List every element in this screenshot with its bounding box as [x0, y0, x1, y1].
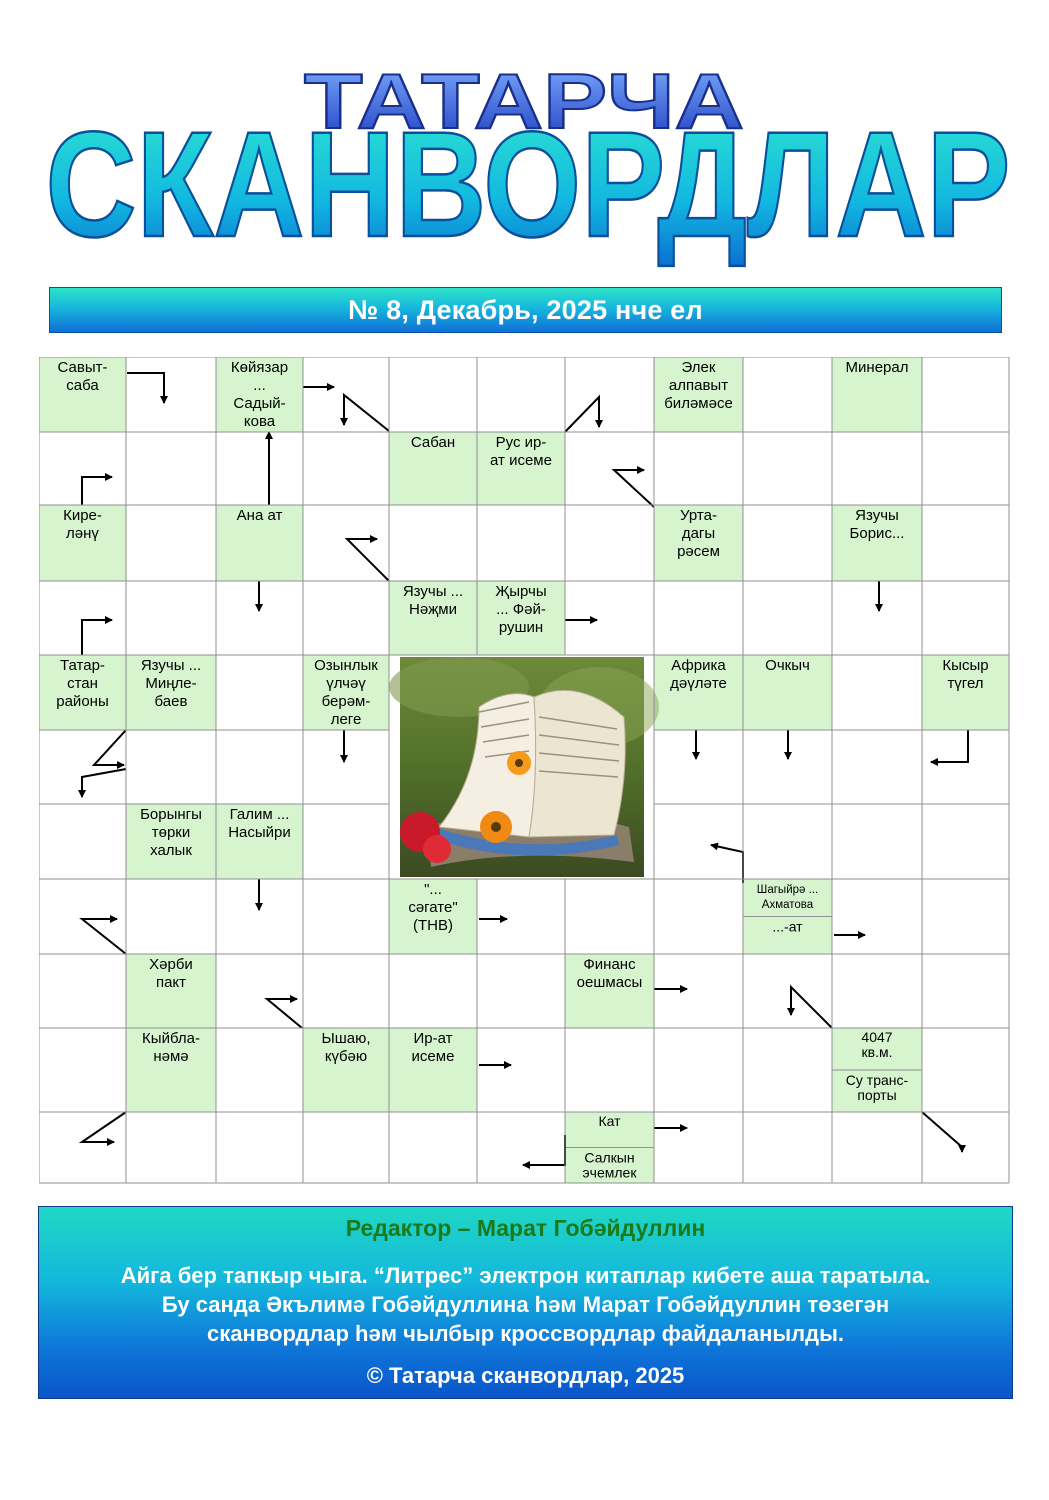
clue-text: Җырчы [495, 583, 547, 600]
clue-cell [743, 879, 832, 954]
clue-text: эчемлек [582, 1164, 637, 1181]
clue-text: берәм- [321, 693, 371, 710]
clue-text: түгел [947, 675, 984, 692]
clue-text: саба [66, 377, 99, 394]
clue-text: Көйязар [230, 359, 289, 376]
footer-description [39, 1261, 1012, 1348]
clue-text: Минерал [845, 359, 909, 376]
clue-text: Савыт- [57, 359, 108, 376]
clue-text: Элек [681, 359, 716, 376]
book-photo [389, 657, 659, 877]
clue-text: Кат [598, 1113, 621, 1129]
clue-text: Очкыч [765, 657, 810, 674]
clue-text: кова [243, 413, 276, 430]
clue-text: Борынгы [140, 806, 202, 823]
clue-text: кв.м. [861, 1044, 893, 1060]
clue-text: төрки [151, 824, 191, 841]
clue-text: Рус ир- [495, 434, 547, 451]
clue-text: Язучы ... [140, 657, 202, 674]
clue-text: районы [56, 693, 109, 710]
direction-arrow [711, 845, 743, 883]
clue-text: Галим ... [229, 806, 290, 823]
clue-cell [303, 655, 389, 730]
clue-text: Кыйбла- [142, 1030, 200, 1047]
clue-text: халык [150, 842, 192, 859]
clue-text: Су транс- [845, 1072, 909, 1088]
clue-cell [565, 1112, 654, 1183]
clue-text: баев [154, 693, 188, 710]
footer-line-3: сканвордлар һәм чылбыр кроссвордлар файдаланылды. [207, 1321, 844, 1346]
clue-cell [126, 804, 216, 879]
clue-text: (ТНВ) [413, 917, 453, 934]
clue-text: ... [253, 377, 266, 394]
clue-text: ат исеме [490, 452, 552, 469]
clue-text: Озынлык [314, 657, 378, 674]
clue-cell [389, 1028, 477, 1112]
scanword-grid [39, 357, 1010, 1184]
direction-arrow [127, 373, 164, 403]
clue-text: Насыйри [228, 824, 291, 841]
footer-panel [38, 1206, 1013, 1399]
clue-cell [922, 655, 1009, 730]
clue-cell [654, 357, 743, 432]
direction-arrow [82, 1112, 126, 1142]
clue-text: Ышаю, [321, 1030, 371, 1047]
clue-cell [216, 505, 303, 581]
clue-text: Шагыйрә ... [756, 884, 819, 896]
direction-arrow [82, 919, 126, 954]
clue-text: Урта- [680, 507, 717, 524]
clue-text: исеме [411, 1048, 455, 1065]
clue-text: Сабан [410, 434, 456, 451]
clue-text: дагы [681, 525, 716, 542]
clue-text: 4047 [861, 1029, 893, 1045]
clue-text: рушин [498, 619, 544, 636]
clue-cell [216, 357, 303, 432]
magazine-title [0, 0, 1049, 270]
clue-cell [216, 804, 303, 879]
clue-cell [743, 655, 832, 730]
issue-banner: № 8, Декабрь, 2025 нче ел [49, 287, 1002, 333]
editor-credit: Редактор – Марат Гобәйдуллин [345, 1215, 706, 1241]
title-line-1: ТАТАРЧА [304, 57, 744, 145]
clue-text: "... [424, 881, 442, 898]
clue-text: Финанс [583, 956, 636, 973]
direction-arrow [922, 1112, 962, 1152]
direction-arrow [614, 470, 654, 507]
clue-cell [303, 1028, 389, 1112]
clue-cell [477, 581, 565, 655]
clue-text: стан [67, 675, 98, 692]
clue-text: рәсем [677, 543, 720, 560]
clue-cell [654, 655, 743, 730]
clue-text: дәүләте [670, 675, 727, 692]
direction-arrow [791, 987, 832, 1028]
clue-cell [832, 357, 922, 432]
clue-text: ... Фәй- [496, 601, 546, 618]
clue-text: Кире- [63, 507, 102, 524]
clue-text: биләмәсе [664, 395, 733, 412]
clue-text: Язучы ... [402, 583, 464, 600]
copyright: © Татарча сканвордлар, 2025 [366, 1363, 685, 1388]
clue-text: Африка [671, 657, 726, 674]
clue-cell [126, 954, 216, 1028]
clue-cell [654, 505, 743, 581]
clue-text: сәгате" [408, 899, 458, 916]
direction-arrow [344, 395, 389, 431]
footer-line-2: Бу санда Әкълимә Гобәйдуллина һәм Марат Гобәйдуллин төзегән [161, 1292, 890, 1317]
clue-text: алпавыт [668, 377, 729, 394]
direction-arrow [523, 1135, 565, 1165]
clue-cell [389, 432, 477, 505]
direction-arrow [82, 477, 112, 505]
title-line-2: СКАНВОРДЛАР [45, 100, 1011, 268]
clue-text: Садый- [233, 395, 286, 412]
clue-text: леге [330, 711, 362, 728]
direction-arrow [267, 999, 302, 1028]
clue-text: Ир-ат [413, 1030, 453, 1047]
clue-text: Нәҗми [409, 601, 457, 618]
clue-text: Кысыр [942, 657, 989, 674]
clue-text: Салкын [584, 1149, 635, 1166]
clue-text: Ана ат [236, 507, 283, 524]
direction-arrow [82, 769, 126, 797]
clue-text: Хәрби [149, 956, 193, 973]
direction-arrow [94, 730, 126, 765]
clue-text: Борис... [849, 525, 905, 542]
clue-cell [565, 954, 654, 1028]
clue-cell [126, 655, 216, 730]
clue-cell [39, 505, 126, 581]
clue-cell [477, 432, 565, 505]
clue-text: оешмасы [576, 974, 643, 991]
clue-text: нәмә [153, 1048, 189, 1065]
direction-arrow [931, 730, 968, 762]
direction-arrow [82, 620, 112, 655]
clue-text: үлчәү [326, 675, 366, 692]
clue-text: Миңле- [145, 675, 197, 692]
clue-text: порты [857, 1087, 897, 1103]
clue-cell [832, 505, 922, 581]
direction-arrow [347, 539, 389, 581]
clue-cell [389, 581, 477, 655]
clue-cell [832, 1028, 922, 1112]
clue-text: пакт [155, 974, 187, 991]
clue-cell [389, 879, 477, 954]
direction-arrow [565, 397, 599, 432]
clue-text: Ахматова [761, 899, 814, 911]
footer-line-1: Айга бер тапкыр чыга. “Литрес” электрон китаплар кибете аша таратыла. [120, 1263, 931, 1288]
clue-text: ләнү [66, 525, 99, 542]
clue-cell [39, 655, 126, 730]
clue-cell [126, 1028, 216, 1112]
clue-text: Татар- [60, 657, 105, 674]
clue-text: ...-ат [772, 918, 803, 935]
clue-text: күбәю [324, 1048, 368, 1065]
clue-cell [39, 357, 126, 432]
clue-text: Язучы [855, 507, 899, 524]
